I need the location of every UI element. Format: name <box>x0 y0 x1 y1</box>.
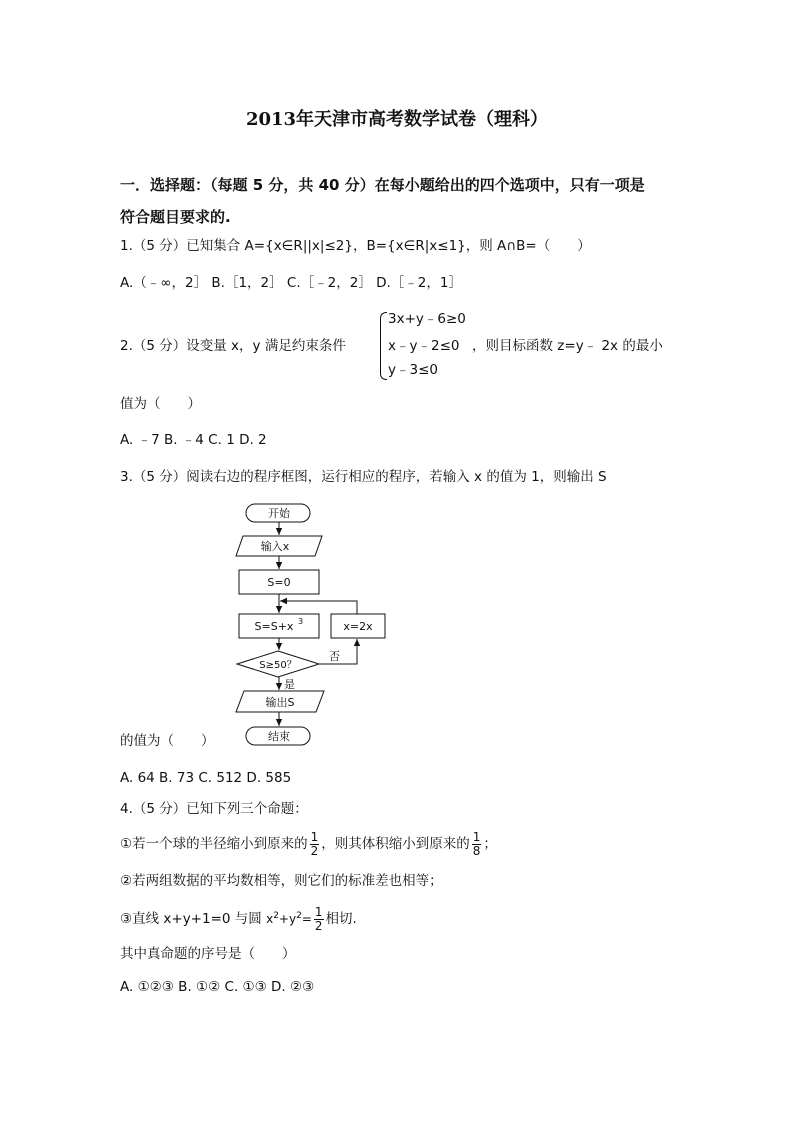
condition-label: S≥50？ <box>259 660 297 671</box>
proposition-3-text-b: 相切. <box>325 911 357 927</box>
question-3-options: A. 64 B. 73 C. 512 D. 585 <box>120 770 292 786</box>
constraint-1: 3x+y﹣6≥0 <box>388 311 466 327</box>
input-label: 输入x <box>260 540 290 553</box>
fraction-half: $\frac{1}{2}$ <box>310 829 319 858</box>
start-label: 开始 <box>268 507 290 520</box>
question-4-stem: 4.（5 分）已知下列三个命题： <box>120 801 308 817</box>
output-label: 输出S <box>265 696 295 709</box>
proposition-3-text-a: ③直线 x+y+1=0 与圆 <box>120 911 262 927</box>
program-flowchart <box>225 498 405 753</box>
section-heading-cont: 符合题目要求的. <box>120 208 231 226</box>
constraint-3: y﹣3≤0 <box>388 362 438 378</box>
yes-label: 是 <box>284 678 295 691</box>
question-2-stem-cont: 值为（ ） <box>120 396 201 412</box>
proposition-1-text-a: ①若一个球的半径缩小到原来的 <box>120 836 308 852</box>
update-exponent: 3 <box>298 617 304 626</box>
double-label: x=2x <box>343 620 373 633</box>
question-2-options: A. ﹣7 B. ﹣4 C. 1 D. 2 <box>120 432 267 448</box>
end-label: 结束 <box>268 730 290 743</box>
fraction-half-circle: $\frac{1}{2}$ <box>314 904 323 933</box>
constraint-brace <box>380 312 387 380</box>
constraint-2: x﹣y﹣2≤0 <box>388 338 460 354</box>
section-heading: 一．选择题：（每题 5 分，共 40 分）在每小题给出的四个选项中，只有一项是 <box>120 176 645 194</box>
init-label: S=0 <box>267 576 291 589</box>
question-4-ask: 其中真命题的序号是（ ） <box>120 946 296 962</box>
question-4-options: A. ①②③ B. ①② C. ①③ D. ②③ <box>120 979 315 995</box>
circle-equation: $x^2+y^2=$ <box>266 911 312 926</box>
no-label: 否 <box>329 650 340 663</box>
update-label: S=S+x <box>254 620 294 633</box>
proposition-1-text-b: ，则其体积缩小到原来的 <box>321 836 470 852</box>
fraction-eighth: $\frac{1}{8}$ <box>472 829 481 858</box>
question-2-stem: 2.（5 分）设变量 x，y 满足约束条件 <box>120 338 346 354</box>
proposition-2: ②若两组数据的平均数相等，则它们的标准差也相等； <box>120 873 443 889</box>
question-3-stem-cont: 的值为（ ） <box>120 733 215 749</box>
question-1-options: A.（﹣∞，2］ B.［1，2］ C.［﹣2，2］ D.［﹣2，1］ <box>120 275 462 291</box>
question-2-stem-after: ，则目标函数 z=y﹣ 2x 的最小 <box>472 338 663 354</box>
question-3-stem: 3.（5 分）阅读右边的程序框图，运行相应的程序，若输入 x 的值为 1，则输出 S <box>120 469 607 485</box>
question-1-stem: 1.（5 分）已知集合 A={x∈R||x|≤2}，B={x∈R|x≤1}，则 A∩B=（ ） <box>120 238 591 254</box>
proposition-1-text-c: ； <box>483 836 497 852</box>
proposition-3 <box>120 898 357 937</box>
page-title: 2013年天津市高考数学试卷（理科） <box>245 109 549 130</box>
proposition-1 <box>120 826 497 862</box>
